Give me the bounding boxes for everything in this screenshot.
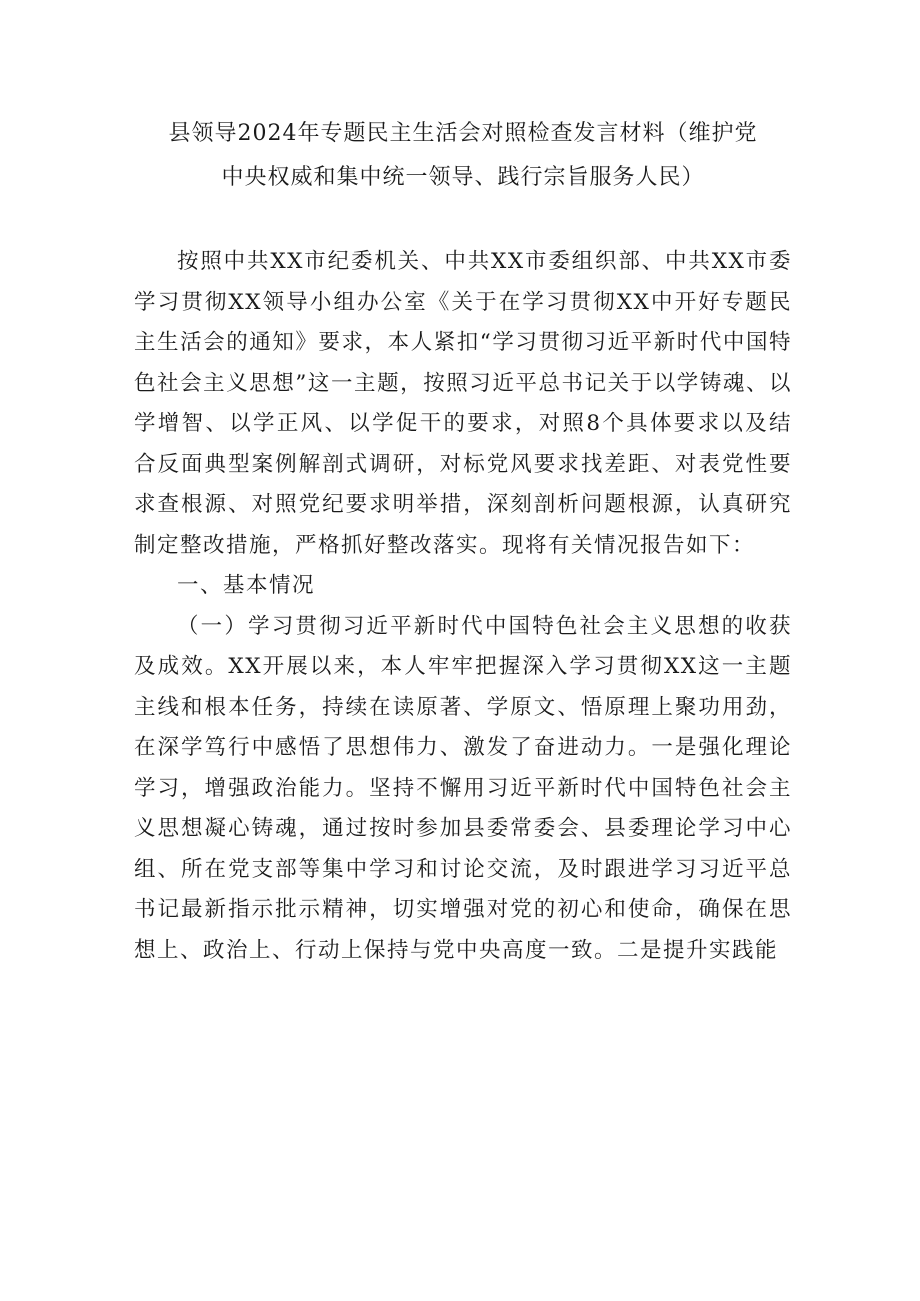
title-line-2: 中央权威和集中统一领导、践行宗旨服务人民） bbox=[221, 165, 705, 190]
title-line-1: 县领导2024年专题民主生活会对照检查发言材料（维护党 bbox=[168, 121, 758, 146]
document-title bbox=[134, 112, 792, 200]
document-body bbox=[134, 242, 792, 971]
section-heading-basic-situation: 一、基本情况 bbox=[177, 573, 316, 598]
section-paragraph: （一）学习贯彻习近平新时代中国特色社会主义思想的收获及成效。XX开展以来，本人牢牢把握深入学习贯彻XX这一主题主线和根本任务，持续在读原著、学原文、悟原理上聚功用劲，在深学笃行中感悟了思想伟力、激发了奋进动力。一是强化理论学习，增强政治能力。坚持不懈用习近平新时代中国特色社会主义思想凝心铸魂，通过按时参加县委常委会、县委理论学习中心组、所在党支部等集中学习和讨论交流，及时跟进学习习近平总书记最新指示批示精神，切实增强对党的初心和使命，确保在思想上、政治上、行动上保持与党中央高度一致。二是提升实践能 bbox=[134, 613, 792, 963]
intro-paragraph: 按照中共XX市纪委机关、中共XX市委组织部、中共XX市委学习贯彻XX领导小组办公室《关于在学习贯彻XX中开好专题民主生活会的通知》要求，本人紧扣“学习贯彻习近平新时代中国特色社会主义思想”这一主题，按照习近平总书记关于以学铸魂、以学增智、以学正风、以学促干的要求，对照8个具体要求以及结合反面典型案例解剖式调研，对标党风要求找差距、对表党性要求查根源、对照党纪要求明举措，深刻剖析问题根源，认真研究制定整改措施，严格抓好整改落实。现将有关情况报告如下： bbox=[134, 249, 792, 558]
